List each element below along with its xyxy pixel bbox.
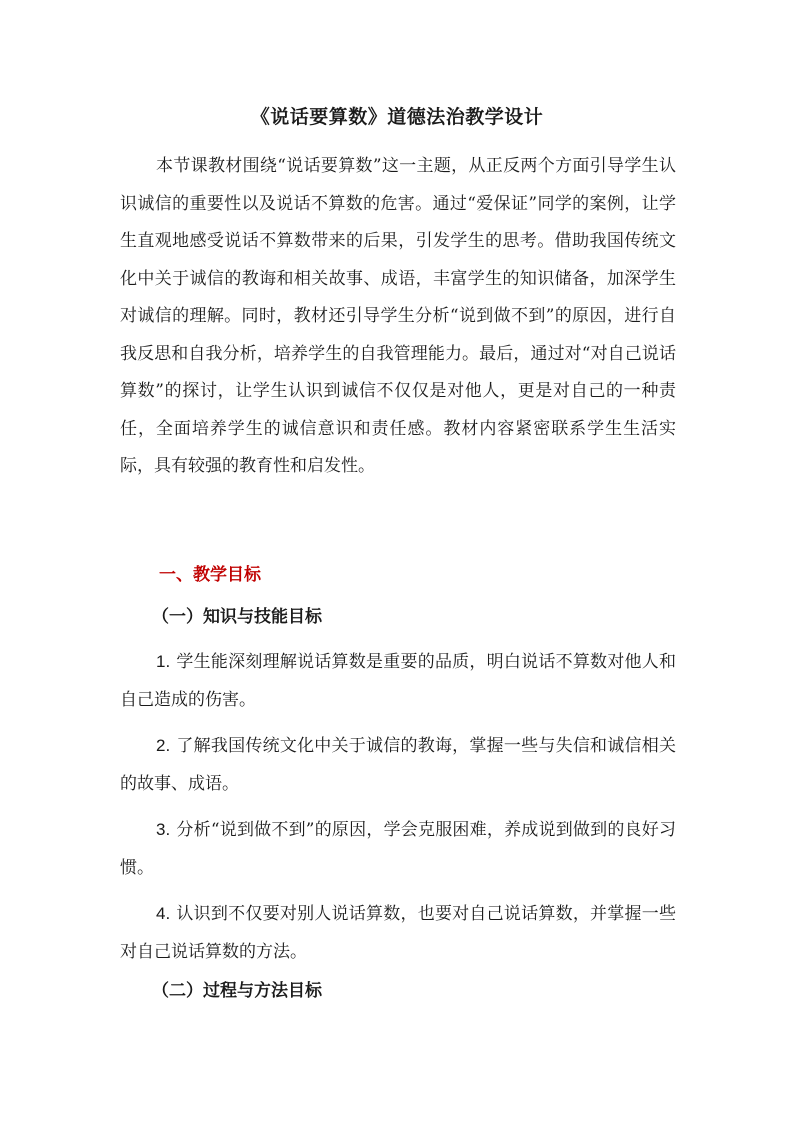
goal-item-1 [120,643,676,719]
goal-item-number: 4. [156,904,171,923]
goal-item-text: 分析“说到做不到”的原因，学会克服困难，养成说到做到的良好习惯。 [120,820,676,878]
document-title: 《说话要算数》道德法治教学设计 [250,106,544,128]
goal-item-number: 2. [156,736,171,755]
goal-item-text: 认识到不仅要对别人说话算数，也要对自己说话算数，并掌握一些对自己说话算数的方法。 [120,904,676,962]
goal-item-number: 1. [156,652,171,671]
goal-item-number: 3. [156,820,171,839]
section-heading-teaching-goals: 一、教学目标 [159,565,261,585]
intro-paragraph: 本节课教材围绕“说话要算数”这一主题，从正反两个方面引导学生认识诚信的重要性以及说话不算数的危害。通过“爱保证”同学的案例，让学生直观地感受说话不算数带来的后果，引发学生的思考。借助我国传统文化中关于诚信的教诲和相关故事、成语，丰富学生的知识储备，加深学生对诚信的理解。同时，教材还引导学生分析“说到做不到”的原因，进行自我反思和自我分析，培养学生的自我管理能力。最后，通过对“对自己说话算数”的探讨，让学生认识到诚信不仅仅是对他人，更是对自己的一种责任，全面培养学生的诚信意识和责任感。教材内容紧密联系学生生活实际，具有较强的教育性和启发性。 [120,156,676,476]
goal-item-4 [120,895,676,971]
goal-item-text: 学生能深刻理解说话算数是重要的品质，明白说话不算数对他人和自己造成的伤害。 [120,652,676,710]
subheading-knowledge-skills: （一）知识与技能目标 [152,607,322,627]
goal-item-text: 了解我国传统文化中关于诚信的教诲，掌握一些与失信和诚信相关的故事、成语。 [120,736,676,794]
goal-item-3 [120,811,676,887]
subheading-process-methods: （二）过程与方法目标 [152,981,322,1001]
goal-item-2 [120,727,676,803]
